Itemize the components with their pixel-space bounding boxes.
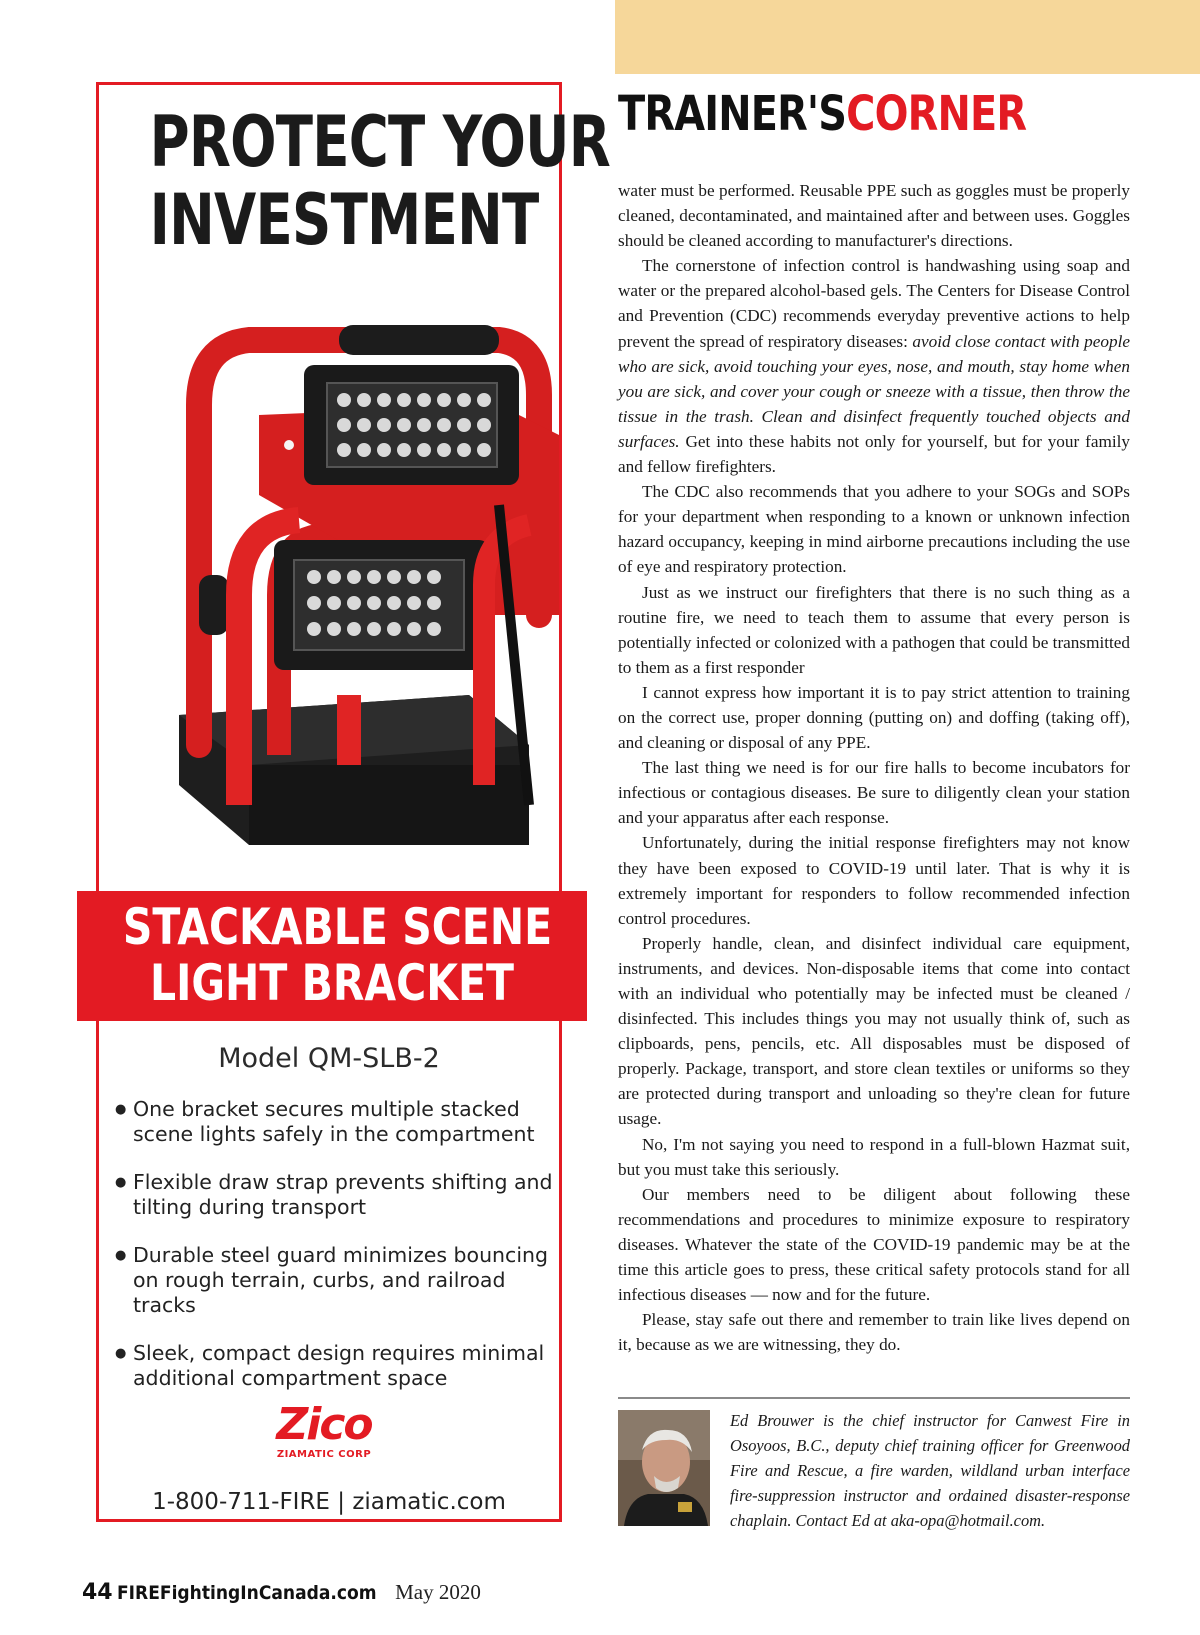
header-color-bar <box>615 0 1200 74</box>
article-paragraph <box>618 253 1130 479</box>
article-paragraph: water must be performed. Reusable PPE such as goggles must be properly cleaned, decontaminated, and maintained after and between uses. Goggles should be cleaned according to manufacturer's directions. <box>618 181 1130 251</box>
ad-feature-item: ● Durable steel guard minimizes bouncing on rough terrain, curbs, and railroad tracks <box>115 1243 555 1318</box>
ad-contact-info[interactable]: 1-800-711-FIRE | ziamatic.com <box>152 1489 506 1515</box>
issue-date: May 2020 <box>395 1580 481 1604</box>
zico-logo-subtitle: ZIAMATIC CORP <box>276 1449 372 1460</box>
zico-logo[interactable] <box>264 1399 384 1460</box>
article-cdc-quote: avoid close contact with people who are sick, avoid touching your eyes, nose, and mouth, stay home when you are sick, and cover your cough or sneeze with a tissue, then throw the tissue in the trash. Clean and disinfect frequently touched objects and surfaces. <box>618 331 1130 451</box>
advertisement[interactable] <box>96 82 610 1522</box>
article-paragraph: The CDC also recommends that you adhere to your SOGs and SOPs for your department when responding to a known or unknown infection hazard occupancy, keeping in mind airborne precautions including the use of eye and respiratory protection. <box>618 482 1130 577</box>
bio-divider <box>618 1397 1130 1399</box>
article-paragraph: The last thing we need is for our fire halls to become incubators for infectious or contagious diseases. Be sure to diligently clean your station and your apparatus after each response. <box>618 758 1130 828</box>
magazine-name[interactable]: FIREFightingInCanada.com <box>116 1582 377 1604</box>
ad-headline-line: INVESTMENT <box>149 179 539 261</box>
zico-logo-word: Zico <box>276 1399 372 1450</box>
ad-feature-item: ● One bracket secures multiple stacked scene lights safely in the compartment <box>115 1097 555 1147</box>
article-paragraph: Unfortunately, during the initial response firefighters may not know they have been exposed to COVID-19 until later. That is why it is extremely important for responders to follow recommended infection control procedures. <box>618 833 1130 928</box>
article-text: The cornerstone of infection control is handwashing using soap and water or the prepared alcohol-based gels. The Centers for Disease Control and Prevention (CDC) recommends everyday preventive actions to help prevent the spread of respiratory diseases: <box>618 256 1130 351</box>
ad-feature-item: ● Sleek, compact design requires minimal additional compartment space <box>115 1341 555 1391</box>
article-paragraph: I cannot express how important it is to pay strict attention to training on the correct use, proper donning (putting on) and doffing (taking off), and cleaning or disposal of any PPE. <box>618 682 1130 753</box>
scene-light-bracket-image <box>139 285 559 885</box>
page-number: 44 <box>82 1580 113 1605</box>
ad-banner-line: LIGHT BRACKET <box>150 954 514 1012</box>
article-paragraph: No, I'm not saying you need to respond in a full-blown Hazmat suit, but you must take this seriously. <box>618 1134 1130 1179</box>
article-text: Get into these habits not only for yourself, but for your family and fellow firefighters. <box>618 431 1130 477</box>
article-paragraph: Properly handle, clean, and disinfect individual care equipment, instruments, and devices. Non-disposable items that come into contact with an individual who potentially may be infected must be cleaned / disinfected. This includes things you may not usually think of, such as clipboards, pens, pencils, etc. All disposables must be disposed of properly. Package, transport, and store clean textiles or uniforms so they are protected during transport and unloading so they're clean for future usage. <box>618 933 1130 1129</box>
ad-banner-line: STACKABLE SCENE <box>122 898 553 956</box>
ad-banner <box>77 891 587 1021</box>
article-paragraph: Our members need to be diligent about following these recommendations and procedures to minimize exposure to respiratory diseases. Whatever the state of the COVID-19 pandemic may be at the time this article goes to press, these critical safety protocols stand for all infectious diseases — now and for the future. <box>618 1184 1130 1305</box>
author-photo <box>618 1410 710 1526</box>
ad-feature-item: ● Flexible draw strap prevents shifting and tilting during transport <box>115 1170 555 1220</box>
author-bio: Ed Brouwer is the chief instructor for Canwest Fire in Osoyoos, B.C., deputy chief training officer for Greenwood Fire and Rescue, a fire warden, wildland urban interface fire-suppression instructor and ordained disaster-response chaplain. Contact Ed at aka-opa@hotmail.com. <box>730 1411 1130 1530</box>
article-body <box>618 178 1130 1357</box>
section-title-part2: CORNER <box>846 86 1027 142</box>
article-paragraph: Just as we instruct our firefighters that there is no such thing as a routine fire, we need to teach them to assume that every person is potentially infected or colonized with a pathogen that could be transmitted to them as a first responder <box>618 582 1130 677</box>
ad-model-number: Model QM-SLB-2 <box>218 1043 440 1074</box>
ad-headline <box>149 101 610 261</box>
section-title <box>618 86 1026 142</box>
ad-headline-line: PROTECT YOUR <box>149 101 610 183</box>
page-footer <box>82 1580 481 1605</box>
section-title-part1: TRAINER'S <box>618 86 847 142</box>
ad-feature-list <box>115 1097 555 1414</box>
article-paragraph: Please, stay safe out there and remember to train like lives depend on it, because as we are witnessing, they do. <box>618 1310 1130 1355</box>
